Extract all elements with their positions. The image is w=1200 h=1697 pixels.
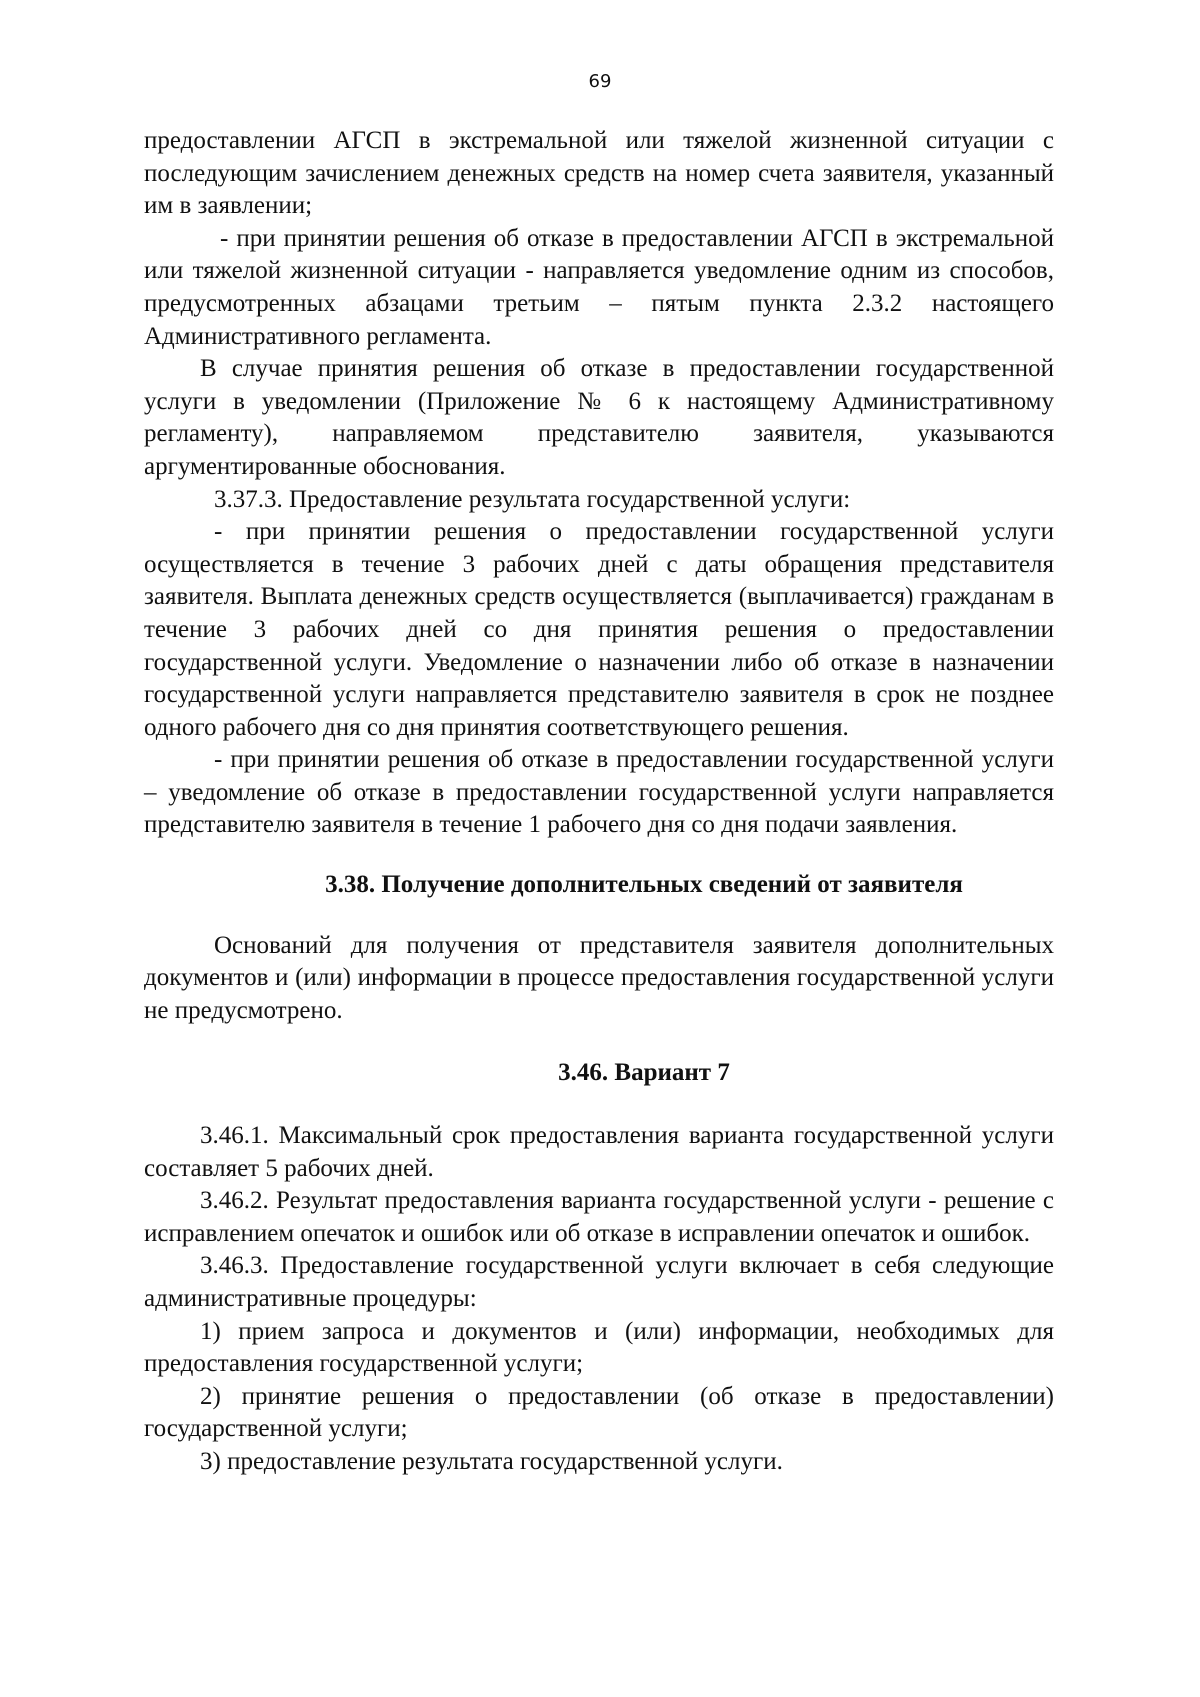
list-item-procedure-3: 3) предоставление результата государственной услуги.	[200, 1447, 783, 1475]
section-heading-3-38: 3.38. Получение дополнительных сведений от заявителя	[325, 871, 963, 899]
paragraph-3-46-2: 3.46.2. Результат предоставления варианта государственной услуги - решение с исправлением опечаток и ошибок или об отказе в исправлении опечаток и ошибок.	[144, 1187, 1054, 1247]
paragraph-3-46-1: 3.46.1. Максимальный срок предоставления варианта государственной услуги составляет 5 рабочих дней.	[144, 1122, 1054, 1182]
paragraph-refusal-case: В случае принятия решения об отказе в предоставлении государственной услуги в уведомлении (Приложение № 6 к настоящему Административному регламенту), направляемом представителю заявителя, указываются аргументированные обоснования.	[144, 355, 1054, 480]
paragraph-continuation: предоставлении АГСП в экстремальной или тяжелой жизненной ситуации с последующим зачислением денежных средств на номер счета заявителя, указанный им в заявлении;	[144, 127, 1054, 220]
paragraph-refusal-decision: - при принятии решения об отказе в предоставлении государственной услуги – уведомление об отказе в предоставлении государственной услуги направляется представителю заявителя в течение 1 рабочего дня со дня подачи заявления.	[144, 746, 1054, 839]
page-number: 69	[588, 71, 612, 92]
paragraph-grant-decision: - при принятии решения о предоставлении государственной услуги осуществляется в течение 3 рабочих дней с даты обращения представителя заявителя. Выплата денежных средств осуществляется (выплачивается) гражданам в течение 3 рабочих дней со дня принятия решения о предоставлении государственной услуги. Уведомление о назначении либо об отказе в назначении государственной услуги направляется представителю заявителя в срок не позднее одного рабочего дня со дня принятия соответствующего решения.	[144, 518, 1054, 741]
list-item-procedure-2: 2) принятие решения о предоставлении (об отказе в предоставлении) государственной услуги;	[144, 1382, 1054, 1443]
section-heading-3-46: 3.46. Вариант 7	[558, 1059, 730, 1087]
paragraph-3-37-3: 3.37.3. Предоставление результата государственной услуги:	[214, 485, 851, 513]
paragraph-3-38-text: Оснований для получения от представителя заявителя дополнительных документов и (или) информации в процессе предоставления государственной услуги не предусмотрено.	[144, 931, 1054, 1024]
paragraph-3-46-3: 3.46.3. Предоставление государственной услуги включает в себя следующие административные процедуры:	[144, 1252, 1054, 1312]
paragraph-refusal-notice: - при принятии решения об отказе в предоставлении АГСП в экстремальной или тяжелой жизненной ситуации - направляется уведомление одним из способов, предусмотренных абзацами третьим – пятым пункта 2.3.2 настоящего Административного регламента.	[144, 224, 1054, 350]
document-body	[144, 125, 1054, 1479]
list-item-procedure-1: 1) прием запроса и документов и (или) информации, необходимых для предоставления государственной услуги;	[144, 1317, 1054, 1378]
